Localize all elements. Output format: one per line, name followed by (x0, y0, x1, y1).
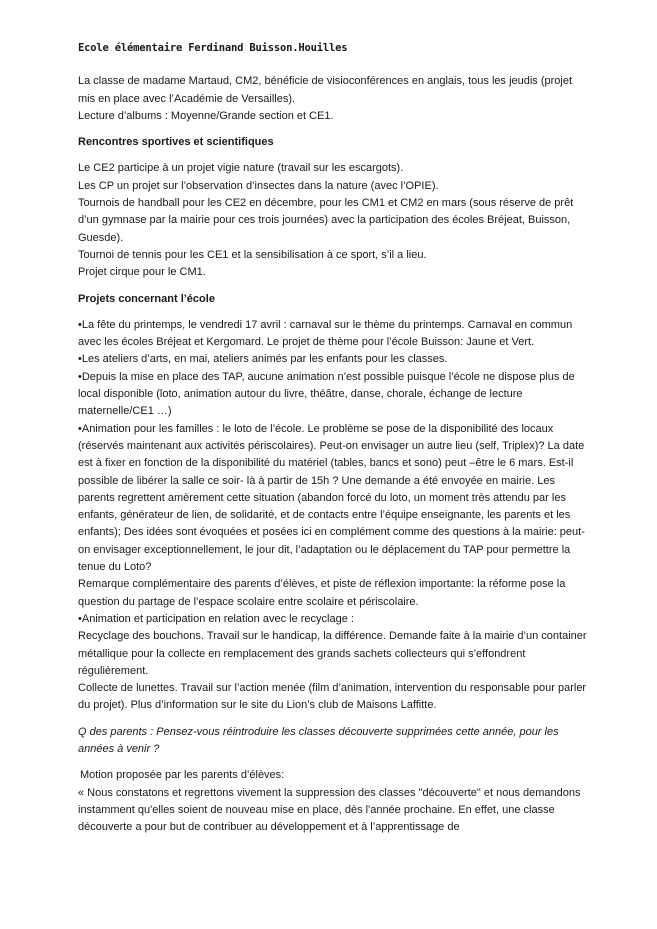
sports-line: Le CE2 participe à un projet vigie nature (travail sur les escargots). (78, 162, 404, 175)
intro-paragraph: La classe de madame Martaud, CM2, bénéficie de visioconférences en anglais, tous les jeudis (projet mis en place avec l’Académie de Versailles). (78, 75, 573, 105)
school-title: Ecole élémentaire Ferdinand Buisson.Houilles (78, 42, 348, 54)
project-item: •Depuis la mise en place des TAP, aucune animation n’est possible puisque l’école ne dispose plus de local disponible (loto, animation autour du livre, théâtre, danse, chorale, échange de lecture maternelle/CE1 …) (78, 370, 575, 418)
intro-section (78, 73, 590, 125)
sports-line: Tournois de handball pour les CE2 en décembre, pour les CM1 et CM2 en mars (sous réserve de prêt d’un gymnase par la mairie pour ces trois journées) avec la participation des écoles Bréjeat, Buisson, Guesde). (78, 197, 574, 244)
project-item: Collecte de lunettes. Travail sur l’action menée (film d’animation, intervention du responsable pour parler du projet). Plus d’information sur le site du Lion’s club de Maisons Laffitte. (78, 682, 587, 712)
project-item: Recyclage des bouchons. Travail sur le handicap, la différence. Demande faite à la mairie d’un container métallique pour la collecte en remplacement des grands sachets collecteurs qui s’effondrent régulièrement. (78, 630, 587, 677)
project-item: •Animation et participation en relation avec le recyclage : (78, 612, 354, 625)
motion-section (78, 767, 590, 836)
project-item: •La fête du printemps, le vendredi 17 avril : carnaval sur le thème du printemps. Carnaval en commun avec les écoles Bréjeat et Kergomard. Le projet de thème pour l’école Buisson: Jaune et Vert. (78, 318, 573, 349)
intro-paragraph: Lecture d’albums : Moyenne/Grande section et CE1. (78, 109, 334, 122)
motion-text: « Nous constatons et regrettons vivement la suppression des classes "découverte" et nous demandons instamment qu'elles soient de nouveau mise en place, dès l'année prochaine. En effet, une classe découverte a pour but de contribuer au développement et à l’apprentissage de (78, 786, 581, 834)
motion-intro: Motion proposée par les parents d’élèves: (80, 769, 285, 782)
sports-line: Les CP un projet sur l’observation d’insectes dans la nature (avec l’OPIE). (78, 179, 439, 192)
sports-line: Tournoi de tennis pour les CE1 et la sensibilisation à ce sport, s’il a lieu. (78, 248, 427, 261)
project-item: •Les ateliers d’arts, en mai, ateliers animés par les enfants pour les classes. (78, 353, 448, 366)
parents-question: Q des parents : Pensez-vous réintroduire les classes découverte supprimées cette année, pour les années à venir ? (78, 725, 559, 755)
sports-section (78, 160, 590, 281)
project-item: •Animation pour les familles : le loto de l’école. Le problème se pose de la disponibilité des locaux (réservés maintenant aux activités périscolaires). Peut-on envisager un autre lieu (self, Triplex)? La date est à fixer en fonction de la disponibilité du matériel (tables, bancs et sono) peut –être le 6 mars. Est-il possible de libérer la salle ce soir- là à partir de 15h ? Une demande a été envoyée en mairie. Les parents regrettent amèrement cette situation (abandon forcé du loto, un moment très attendu par les enfants, générateur de lien, de solidarité, et de contacts entre l’équipe enseignante, les parents et les enfants); Des idées sont évoquées et posées ici en complément comme des questions à la mairie: peut-on envisager exceptionnellement, le jour dit, l’adaptation ou le déplacement du TAP pour permettre la tenue du Loto? (78, 422, 585, 574)
document-body (78, 40, 590, 836)
sports-heading: Rencontres sportives et scientifiques (78, 136, 274, 149)
projects-heading: Projets concernant l’école (78, 292, 215, 305)
project-item: Remarque complémentaire des parents d’élèves, et piste de réflexion importante: la réforme pose la question du partage de l’espace scolaire entre scolaire et périscolaire. (78, 578, 566, 608)
sports-line: Projet cirque pour le CM1. (78, 266, 206, 279)
projects-section (78, 317, 590, 715)
